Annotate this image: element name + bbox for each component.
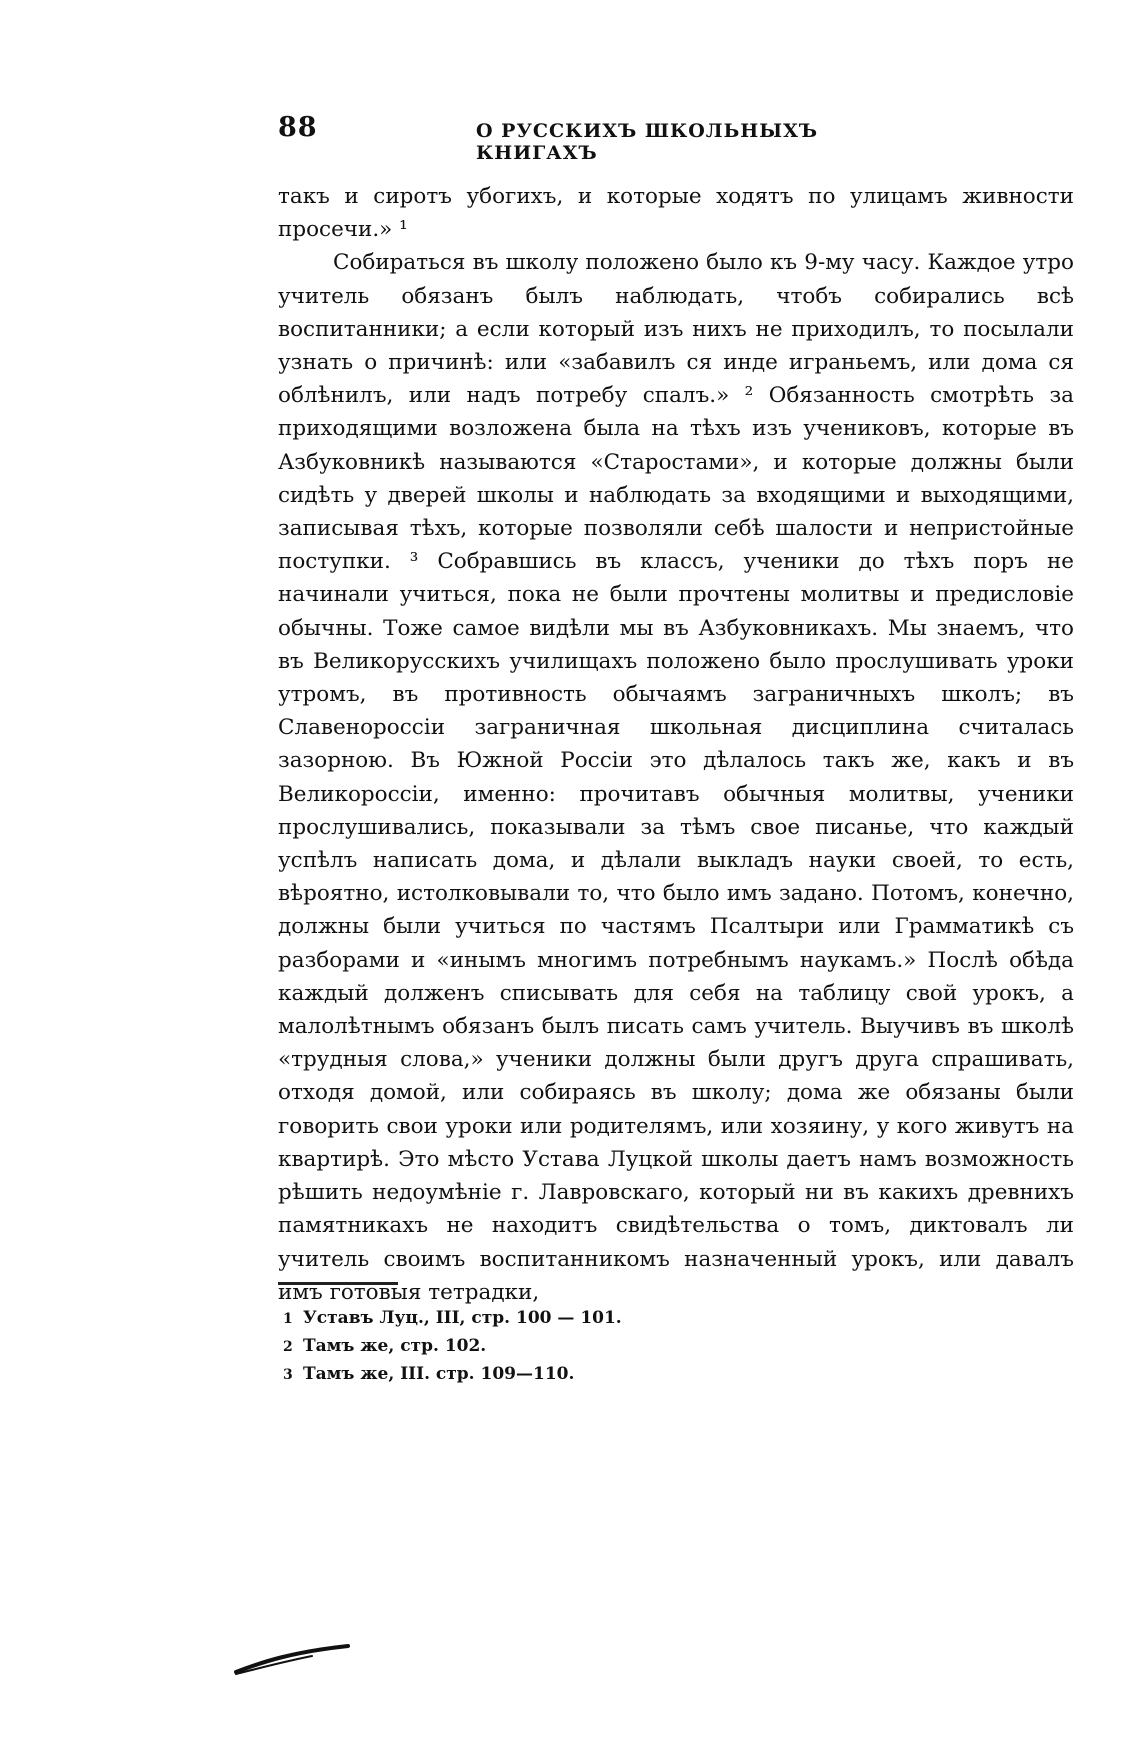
footnote-separator: [278, 1282, 398, 1285]
paragraph-main: Собираться въ школу положено было къ 9-му часу. Каждое утро учитель обязанъ былъ наблюдать, чтобъ собирались всѣ воспитанники; а если который изъ нихъ не приходилъ, то посылали узнать о причинѣ: или «забавилъ ся инде играньемъ, или дома ся облѣнилъ, или надъ потребу спалъ.» ² Обязанность смотрѣть за приходящими возложена была на тѣхъ изъ учениковъ, которые въ Азбуковникѣ называются «Старостами», и которые должны были сидѣть у дверей школы и наблюдать за входящими и выходящими, записывая тѣхъ, которые позволяли себѣ шалости и непристойные поступки. ³ Собравшись въ классъ, ученики до тѣхъ поръ не начинали учиться, пока не были прочтены молитвы и предисловіе обычны. Тоже самое видѣли мы въ Азбуковникахъ. Мы знаемъ, что въ Великорусскихъ училищахъ положено было прослушивать уроки утромъ, въ противность обычаямъ заграничныхъ школъ; въ Славенороссіи заграничная школьная дисциплина считалась зазорною. Въ Южной Россіи это дѣлалось такъ же, какъ и въ Великороссіи, именно: прочитавъ обычныя молитвы, ученики прослушивались, показывали за тѣмъ свое писанье, что каждый успѣлъ написать дома, и дѣлали выкладъ науки своей, то есть, вѣроятно, истолковывали то, что было имъ задано. Потомъ, конечно, должны были учиться по частямъ Псалтыри или Грамматикѣ съ разборами и «инымъ многимъ потребнымъ наукамъ.» Послѣ обѣда каждый долженъ списывать для себя на таблицу свой урокъ, а малолѣтнымъ обязанъ былъ писать самъ учитель. Выучивъ въ школѣ «трудныя слова,» ученики должны были другъ друга спрашивать, отходя домой, или собираясь въ школу; дома же обязаны были говорить свои уроки или родителямъ, или хозяину, у кого живутъ на квартирѣ. Это мѣсто Устава Луцкой школы даетъ намъ возможность рѣшить недоумѣніе г. Лавровскаго, который ни въ какихъ древнихъ памятникахъ не находитъ свидѣтельства о томъ, диктовалъ ли учитель своимъ воспитанникомъ назначенный урокъ, или давалъ имъ готовыя тетрадки,: [278, 250, 1074, 1305]
footnote-2: [283, 1333, 883, 1361]
footnote-3-text: Тамъ же, III. стр. 109—110.: [303, 1364, 575, 1384]
running-title: О РУССКИХЪ ШКОЛЬНЫХЪ КНИГАХЪ: [476, 120, 818, 164]
footnote-3: [283, 1361, 883, 1389]
ink-stroke-mark: [232, 1640, 352, 1680]
footnote-3-mark: 3: [283, 1367, 293, 1383]
page-header: [278, 112, 938, 164]
footnote-1-text: Уставъ Луц., III, стр. 100 — 101.: [303, 1308, 622, 1328]
footnotes: [283, 1305, 883, 1389]
paragraph-continuation: такъ и сиротъ убогихъ, и которые ходятъ по улицамъ живности просечи.» ¹: [278, 184, 1074, 243]
footnote-2-text: Тамъ же, стр. 102.: [303, 1336, 487, 1356]
main-text: [278, 180, 1074, 1309]
footnote-1: [283, 1305, 883, 1333]
footnote-2-mark: 2: [283, 1339, 293, 1355]
page-number: 88: [278, 112, 318, 143]
footnote-1-mark: 1: [283, 1311, 293, 1327]
